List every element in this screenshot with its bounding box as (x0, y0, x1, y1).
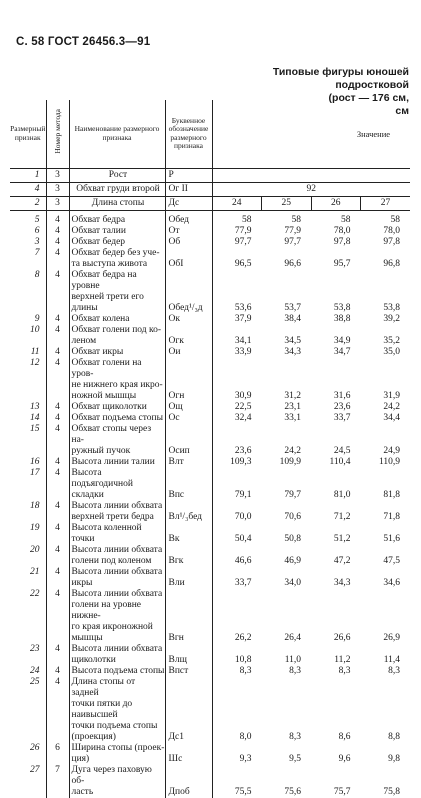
feature-name (69, 567, 165, 589)
value-cell: 26,9 (383, 632, 401, 643)
feature-name (69, 644, 165, 666)
value-cell: 53,8 (333, 302, 351, 313)
value-cell: 10,8 (234, 654, 252, 665)
value-cell: 71,2 (333, 511, 351, 522)
feature-name (69, 413, 165, 424)
table-row (10, 314, 410, 325)
table-row (10, 501, 410, 523)
feature-name-line: Обхват голени под ко- (71, 324, 162, 335)
value-cell: 50,4 (234, 533, 252, 544)
feature-name-line: Высота линии обхвата (71, 643, 163, 654)
feature-name-line: ласть (71, 786, 94, 797)
row-number: 11 (10, 347, 46, 358)
fixed-row (10, 196, 410, 210)
feature-name-line: точки подъема стопы (71, 720, 158, 731)
value-cell: 58 (242, 214, 252, 225)
value-cell: 24,2 (284, 445, 301, 456)
method-number: 4 (46, 424, 69, 457)
value-cell: 34,9 (333, 335, 351, 346)
table-row (10, 424, 410, 457)
feature-code: Шс (165, 743, 212, 765)
value-cell: 34,3 (284, 346, 301, 357)
row-number: 8 (10, 270, 46, 314)
value-cell: 96,5 (234, 258, 252, 269)
feature-code: Ои (165, 347, 212, 358)
feature-name-line: Обхват бедра (71, 214, 126, 225)
value-cell: 51,6 (383, 533, 401, 544)
row-number: 16 (10, 457, 46, 468)
value-cell: 78,0 (333, 225, 351, 236)
feature-name (69, 270, 165, 314)
method-number: 4 (46, 270, 69, 314)
value-cell: 11,0 (284, 654, 301, 665)
feature-name (69, 358, 165, 402)
table-row (10, 457, 410, 468)
value-cell: 97,8 (383, 236, 401, 247)
feature-name-line: голени на уровне нижне- (71, 599, 141, 621)
value-cell: 110,9 (379, 456, 401, 467)
value-cell: 26,2 (234, 632, 252, 643)
feature-code: Р (165, 168, 212, 182)
value-cell: 25 (262, 196, 312, 210)
feature-name-line: Обхват икры (71, 346, 124, 357)
feature-name (69, 743, 165, 765)
value-cell: 39,2 (383, 313, 401, 324)
value-cell: 11,2 (334, 654, 351, 665)
value-cell: 8,3 (289, 731, 301, 742)
method-number: 4 (46, 215, 69, 226)
value-cell: 34,5 (284, 335, 301, 346)
row-number: 18 (10, 501, 46, 523)
method-number: 4 (46, 666, 69, 677)
value-cell: 75,5 (234, 786, 252, 797)
feature-name-line: Обхват подъема стопы (71, 412, 163, 423)
row-number: 6 (10, 226, 46, 237)
feature-name: Длина стопы (69, 196, 165, 210)
row-number: 12 (10, 358, 46, 402)
table-row (10, 743, 410, 765)
value-cell: 97,7 (234, 236, 252, 247)
value-cell: 92 (212, 182, 410, 196)
feature-name-line: леном (71, 335, 97, 346)
method-number: 6 (46, 743, 69, 765)
feature-name-line: мышцы (71, 632, 103, 643)
value-cell: 32,4 (234, 412, 252, 423)
value-cell: 77,9 (234, 225, 252, 236)
feature-name (69, 237, 165, 248)
value-cell: 9,8 (388, 753, 401, 764)
feature-name-line: складки (71, 489, 104, 500)
table-row (10, 666, 410, 677)
feature-name (69, 468, 165, 501)
method-number: 4 (46, 567, 69, 589)
feature-code: Обед¹/₃д (165, 270, 212, 314)
method-number: 3 (46, 168, 69, 182)
feature-name-line: Ширина стопы (проек- (71, 742, 165, 753)
page-header: С. 58 ГОСТ 26456.3—91 (16, 36, 151, 48)
table-row (10, 765, 410, 798)
value-cell: 47,5 (383, 555, 401, 566)
col-code: Буквенное обозначение размерного признака (165, 100, 212, 168)
feature-name-line: Обхват бедра на уровне (71, 269, 137, 291)
method-number: 4 (46, 644, 69, 666)
value-cell: 95,7 (333, 258, 351, 269)
feature-code: ОбI (165, 248, 212, 270)
value-cell: 24 (212, 196, 262, 210)
value-cell: 8,3 (289, 665, 301, 676)
value-cell: 70,6 (284, 511, 301, 522)
table-row (10, 567, 410, 589)
value-cell: 35,0 (383, 346, 401, 357)
table-row (10, 248, 410, 270)
value-cell: 33,9 (234, 346, 252, 357)
row-number: 24 (10, 666, 46, 677)
method-number: 4 (46, 545, 69, 567)
method-number: 4 (46, 413, 69, 424)
value-cell: 9,6 (338, 753, 351, 764)
feature-name (69, 765, 165, 798)
value-cell: 31,9 (383, 390, 401, 401)
method-number: 4 (46, 347, 69, 358)
table-row (10, 589, 410, 644)
feature-code: Ог II (165, 182, 212, 196)
row-number: 10 (10, 325, 46, 347)
method-number: 4 (46, 677, 69, 743)
feature-code: От (165, 226, 212, 237)
feature-name-line: икры (71, 577, 93, 588)
feature-name (69, 215, 165, 226)
method-number: 4 (46, 457, 69, 468)
table-row (10, 358, 410, 402)
value-cell: 37,9 (234, 313, 252, 324)
value-cell: 34,3 (333, 577, 351, 588)
col-name: Наименование размерного признака (69, 100, 165, 168)
feature-name-line: верхней трети его длины (71, 291, 144, 313)
value-cell: 26,6 (333, 632, 351, 643)
method-number: 4 (46, 325, 69, 347)
row-number: 19 (10, 523, 46, 545)
title-line: Типовые фигуры юношей подростковой (272, 66, 409, 91)
feature-code: Впст (165, 666, 212, 677)
feature-name (69, 457, 165, 468)
value-cell: 31,2 (284, 390, 301, 401)
feature-name-line: Дуга через паховую об- (71, 764, 152, 786)
value-cell: 34,6 (383, 577, 401, 588)
row-number: 26 (10, 743, 46, 765)
value-cell: 30,9 (234, 390, 252, 401)
value-cell: 8,3 (388, 665, 401, 676)
table-row (10, 644, 410, 666)
table-row (10, 402, 410, 413)
row-number: 14 (10, 413, 46, 424)
feature-name (69, 325, 165, 347)
feature-name-line: щиколотки (71, 654, 116, 665)
row-number: 15 (10, 424, 46, 457)
value-cell: 31,6 (333, 390, 351, 401)
feature-name (69, 248, 165, 270)
feature-code: Огк (165, 325, 212, 347)
feature-code: Об (165, 237, 212, 248)
feature-code: Ок (165, 314, 212, 325)
feature-name-line: Высота линии обхвата (71, 566, 163, 577)
value-cell: 8,0 (239, 731, 252, 742)
method-number: 7 (46, 765, 69, 798)
method-number: 4 (46, 468, 69, 501)
title-line: см (395, 105, 409, 117)
feature-code: Дс (165, 196, 212, 210)
value-cell: 34,4 (383, 412, 401, 423)
table-header-row (10, 100, 410, 168)
value-cell: 33,7 (234, 577, 252, 588)
feature-name (69, 314, 165, 325)
table-row (10, 237, 410, 248)
value-cell: 24,2 (383, 401, 401, 412)
value-cell: 70,0 (234, 511, 252, 522)
value-cell: 51,2 (333, 533, 351, 544)
value-cell: 34,1 (234, 335, 252, 346)
row-number: 5 (10, 215, 46, 226)
value-cell: 96,8 (383, 258, 401, 269)
feature-name (69, 666, 165, 677)
row-number: 22 (10, 589, 46, 644)
feature-name-line: Обхват талии (71, 225, 126, 236)
method-number: 4 (46, 226, 69, 237)
value-cell: 22,5 (234, 401, 252, 412)
col-size-feature: Размерный признак (10, 100, 46, 168)
row-number: 25 (10, 677, 46, 743)
feature-name-line: Высота подъягодичной (71, 467, 133, 489)
row-number: 20 (10, 545, 46, 567)
feature-code: Влщ (165, 644, 212, 666)
feature-name-line: Высота коленной точки (71, 522, 142, 544)
method-number: 3 (46, 196, 69, 210)
method-number: 4 (46, 314, 69, 325)
table-row (10, 523, 410, 545)
fixed-row (10, 168, 410, 182)
feature-name-line: Обхват бедер (71, 236, 126, 247)
feature-code: Ощ (165, 402, 212, 413)
row-number: 13 (10, 402, 46, 413)
feature-code: Вгн (165, 589, 212, 644)
feature-name-line: Обхват колена (71, 313, 130, 324)
value-cell: 34,7 (333, 346, 351, 357)
feature-name (69, 402, 165, 413)
method-number: 4 (46, 589, 69, 644)
value-cell: 53,6 (234, 302, 252, 313)
value-cell: 8,3 (338, 665, 351, 676)
value-cell: 33,7 (333, 412, 351, 423)
method-number: 4 (46, 248, 69, 270)
feature-name-line: та выступа живота (71, 258, 148, 269)
row-number: 7 (10, 248, 46, 270)
feature-name (69, 545, 165, 567)
method-number: 4 (46, 523, 69, 545)
feature-code: Дпоб (165, 765, 212, 798)
value-cell: 50,8 (284, 533, 301, 544)
value-cell: 109,3 (230, 456, 252, 467)
table-row (10, 226, 410, 237)
feature-name (69, 501, 165, 523)
value-cell: 109,9 (279, 456, 301, 467)
feature-name-line: Обхват голени на уров- (71, 357, 142, 379)
row-number: 23 (10, 644, 46, 666)
feature-code: Осип (165, 424, 212, 457)
feature-name-line: (проекция) (71, 731, 116, 742)
value-cell: 26,4 (284, 632, 301, 643)
feature-name-line: точки пятки до наивысшей (71, 698, 133, 720)
feature-name (69, 523, 165, 545)
feature-name-line: Высота линии талии (71, 456, 155, 467)
value-cell: 97,7 (284, 236, 301, 247)
table-row (10, 270, 410, 314)
value-cell: 23,6 (234, 445, 252, 456)
row-number: 2 (10, 196, 46, 210)
method-number: 4 (46, 358, 69, 402)
feature-name-line: верхней трети бедра (71, 511, 154, 522)
feature-name-line: Высота подъема стопы (71, 665, 165, 676)
value-cell: 77,9 (284, 225, 301, 236)
feature-code: Влт (165, 457, 212, 468)
feature-code: Обед (165, 215, 212, 226)
feature-name: Рост (69, 168, 165, 182)
value-cell: 9,3 (239, 753, 252, 764)
table-row (10, 215, 410, 226)
feature-code: Вк (165, 523, 212, 545)
value-cell: 79,7 (284, 489, 301, 500)
fixed-row (10, 182, 410, 196)
value-cell: 27 (361, 196, 411, 210)
value-cell: 97,8 (333, 236, 351, 247)
value-cell: 23,6 (333, 401, 351, 412)
value-cell: 58 (341, 214, 351, 225)
value-cell: 26 (311, 196, 361, 210)
row-number: 3 (10, 237, 46, 248)
method-number: 4 (46, 402, 69, 413)
value-cell: 34,0 (284, 577, 301, 588)
feature-name: Обхват груди второй (69, 182, 165, 196)
feature-name-line: Высота линии обхвата (71, 500, 163, 511)
value-cell: 71,8 (383, 511, 401, 522)
table-row (10, 468, 410, 501)
measurements-table (10, 100, 410, 798)
feature-name-line: ружный пучок (71, 445, 131, 456)
value-cell (212, 168, 410, 182)
feature-name (69, 347, 165, 358)
value-cell: 81,0 (333, 489, 351, 500)
table-row (10, 545, 410, 567)
feature-name-line: го края икроножной (71, 621, 153, 632)
feature-code: Впс (165, 468, 212, 501)
value-cell: 24,9 (383, 445, 401, 456)
value-cell: 38,8 (333, 313, 351, 324)
value-cell: 110,4 (329, 456, 351, 467)
value-cell: 79,1 (234, 489, 252, 500)
feature-name (69, 424, 165, 457)
value-cell: 23,1 (284, 401, 301, 412)
value-cell: 53,7 (284, 302, 301, 313)
value-cell: 11,4 (383, 654, 401, 665)
table-row (10, 413, 410, 424)
feature-code: Дс1 (165, 677, 212, 743)
value-cell: 8,6 (338, 731, 351, 742)
value-cell: 46,6 (234, 555, 252, 566)
feature-code: Вгк (165, 545, 212, 567)
value-cell: 96,6 (284, 258, 301, 269)
feature-name-line: Обхват стопы через на- (71, 423, 152, 445)
method-number: 4 (46, 237, 69, 248)
value-cell: 58 (390, 214, 401, 225)
feature-name-line: Обхват бедер без уче- (71, 247, 160, 258)
feature-name-line: Обхват щиколотки (71, 401, 147, 412)
feature-name-line: ножной мышцы (71, 390, 137, 401)
value-cell: 33,1 (284, 412, 301, 423)
value-cell: 8,3 (239, 665, 252, 676)
method-number: 3 (46, 182, 69, 196)
method-number: 4 (46, 501, 69, 523)
feature-name (69, 226, 165, 237)
feature-name-line: голени под коленом (71, 555, 152, 566)
value-cell: 38,4 (284, 313, 301, 324)
value-cell: 81,8 (383, 489, 401, 500)
feature-code: Ос (165, 413, 212, 424)
table-row (10, 677, 410, 743)
feature-name-line: Длина стопы от задней (71, 676, 136, 698)
table-row (10, 347, 410, 358)
value-cell: 8,8 (388, 731, 401, 742)
value-cell: 75,6 (284, 786, 301, 797)
col-value: Значение (212, 100, 410, 168)
feature-name-line: Высота линии обхвата (71, 588, 163, 599)
title-line: (рост — 176 см, (328, 92, 409, 104)
value-cell: 35,2 (383, 335, 401, 346)
feature-name-line: ция) (71, 753, 90, 764)
row-number: 27 (10, 765, 46, 798)
row-number: 21 (10, 567, 46, 589)
value-cell: 58 (291, 214, 301, 225)
feature-name (69, 677, 165, 743)
value-cell: 24,5 (333, 445, 351, 456)
feature-code: Огн (165, 358, 212, 402)
col-method-no: Номер метода (46, 100, 69, 168)
feature-name-line: Высота линии обхвата (71, 544, 163, 555)
row-number: 1 (10, 168, 46, 182)
value-cell: 47,2 (333, 555, 351, 566)
value-cell: 46,9 (284, 555, 301, 566)
feature-code: Вли (165, 567, 212, 589)
value-cell: 53,8 (383, 302, 401, 313)
feature-code: Вл¹/₃бед (165, 501, 212, 523)
table-row (10, 325, 410, 347)
row-number: 17 (10, 468, 46, 501)
value-cell: 9,5 (289, 753, 301, 764)
value-cell: 78,0 (383, 225, 401, 236)
feature-name (69, 589, 165, 644)
value-cell: 75,7 (333, 786, 351, 797)
row-number: 4 (10, 182, 46, 196)
feature-name-line: не нижнего края икро- (71, 379, 163, 390)
value-cell: 75,8 (383, 786, 401, 797)
row-number: 9 (10, 314, 46, 325)
